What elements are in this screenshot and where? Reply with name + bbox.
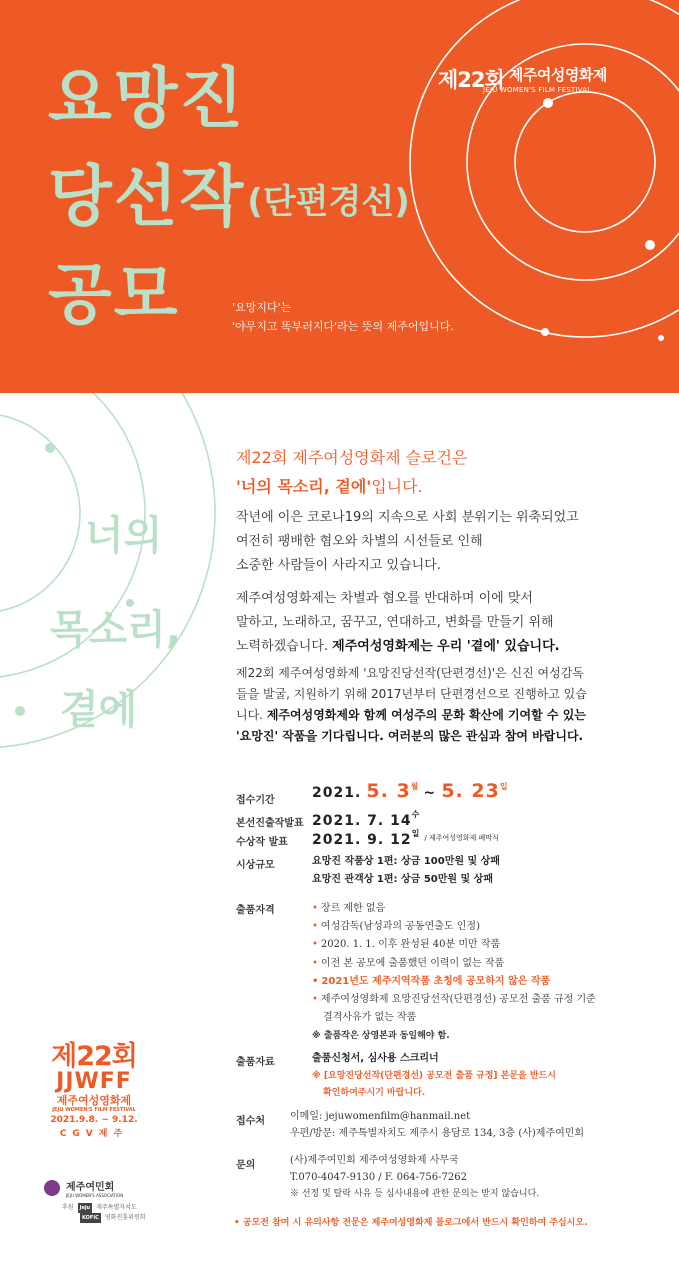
side-slogan-line3: 곁에 xyxy=(60,687,138,733)
orbit-dot xyxy=(543,98,553,108)
finalist-date: 2021. 7. 14 xyxy=(312,813,412,829)
eligibility-list xyxy=(312,900,596,1046)
list-item-text: 결격사유가 없는 작품 xyxy=(323,1012,417,1024)
period-value xyxy=(312,780,508,802)
paragraph-line: 제주여성영화제는 차별과 혐오를 반대하며 이에 맞서 xyxy=(236,591,533,606)
top-banner xyxy=(0,0,679,393)
prize-line: 요망진 작품상 1편: 상금 100만원 및 상패 xyxy=(312,856,500,867)
paragraph-line xyxy=(236,726,587,747)
list-item-text: 2020. 1. 1. 이후 완성된 40분 미만 작품 xyxy=(320,939,501,951)
slogan-rest: 입니다. xyxy=(371,477,423,496)
badge-jjwff: JJWFF xyxy=(56,1069,132,1094)
dialect-note xyxy=(232,298,454,336)
footer-note: • 공모전 참여 시 유의사항 전문은 제주여성영화제 블로그에서 반드시 확인하여 주십시오. xyxy=(234,1218,588,1228)
period-year: 2021. xyxy=(312,785,362,801)
materials-value xyxy=(312,1050,556,1102)
orbit-ring xyxy=(0,413,80,613)
paragraph-text: 니다. xyxy=(236,708,267,722)
page-title-line3: 공모 xyxy=(48,256,180,333)
orbit-dot xyxy=(126,599,134,607)
sponsor-row xyxy=(62,1203,145,1213)
paragraph-bold: 제주여성영화제는 우리 '곁에' 있습니다. xyxy=(332,639,560,654)
dialect-note-line2: '야무지고 똑부러지다'라는 뜻의 제주어입니다. xyxy=(232,320,454,333)
paragraph-line xyxy=(236,635,560,659)
paragraph-line: 작년에 이은 코로나19의 지속으로 사회 분위기는 위축되었고 xyxy=(236,510,579,525)
badge-dates-text: 2021.9.8. ~ 9.12. xyxy=(50,1114,138,1125)
paragraph-line: 소중한 사람들이 사라지고 있습니다. xyxy=(236,558,441,573)
paragraph-line: 말하고, 노래하고, 꿈꾸고, 연대하고, 변화를 만들기 위해 xyxy=(236,615,554,630)
list-item xyxy=(312,973,596,991)
badge-venue: CGV제주 xyxy=(59,1129,129,1140)
badge-name: 제주여성영화제 xyxy=(56,1094,132,1108)
paragraph-bold: 제주여성영화제와 함께 여성주의 문화 확산에 기여할 수 있는 xyxy=(266,708,586,722)
festival-badge xyxy=(44,1043,144,1139)
festival-num: 제22회 xyxy=(438,68,504,92)
list-item xyxy=(312,936,596,954)
festival-logo xyxy=(438,64,607,94)
page-title-line2 xyxy=(48,158,410,235)
period-end-unit: 일 xyxy=(499,782,508,791)
period-start: 5. 3 xyxy=(366,780,411,802)
slogan-block xyxy=(236,443,467,501)
materials-text: 출품신청서, 심사용 스크리너 xyxy=(312,1053,439,1064)
prize-label: 시상규모 xyxy=(236,860,275,871)
prize-line: 요망진 관객상 1편: 상금 50만원 및 상패 xyxy=(312,874,494,885)
prize-value xyxy=(312,853,500,889)
sponsor-jeju-text: 제주특별자치도 xyxy=(96,1204,137,1211)
period-start-unit: 월 xyxy=(410,782,419,791)
festival-name: 제주여성영화제 xyxy=(508,66,607,84)
bullet-icon: • xyxy=(312,939,318,951)
paragraph-1 xyxy=(236,506,579,578)
orbit-dot xyxy=(15,706,25,716)
association-name xyxy=(66,1178,123,1198)
badge-name-en: JEJU WOMEN'S FILM FESTIVAL xyxy=(52,1107,136,1114)
dialect-note-line1: '요망지다'는 xyxy=(232,301,292,314)
bullet-icon: • xyxy=(312,957,318,969)
contact-value xyxy=(290,1152,539,1203)
award-label: 수상작 발표 xyxy=(236,837,288,848)
materials-note: ※ [요망진당선작(단편경선) 공모전 출품 규정] 본문을 반드시 xyxy=(312,1071,556,1081)
eligibility-remark: ※ 출품작은 상영본과 동일해야 함. xyxy=(312,1031,450,1042)
paragraph-bold: '요망진' 작품을 기다립니다. 여러분의 많은 관심과 참여 바랍니다. xyxy=(236,729,584,743)
association-name-kr: 제주여민회 xyxy=(66,1182,115,1193)
bullet-icon: • xyxy=(312,975,319,987)
paragraph-line: 제22회 제주여성영화제 '요망진당선작(단편경선)'은 신진 여성감독 xyxy=(236,666,584,680)
side-slogan-line2: 목소리, xyxy=(50,607,182,653)
paragraph-3 xyxy=(236,663,587,747)
sponsor-kofic-logo: KOFIC xyxy=(82,1215,99,1221)
festival-name-en: JEJU WOMEN'S FILM FESTIVAL xyxy=(483,86,592,94)
association-logo xyxy=(44,1178,123,1198)
paragraph-line xyxy=(236,705,587,726)
association-icon xyxy=(44,1180,60,1196)
list-item xyxy=(312,900,596,918)
period-label: 접수기간 xyxy=(236,795,275,806)
orbit-dot xyxy=(45,443,55,453)
award-day: 일 xyxy=(411,829,420,838)
page-title-line1: 요망진 xyxy=(48,60,246,137)
paragraph-text: 노력하겠습니다. xyxy=(236,639,333,654)
submit-address: 우편/방문: 제주특별자치도 제주시 용담로 134, 3층 (사)제주여민회 xyxy=(290,1128,585,1139)
list-item xyxy=(312,955,596,973)
list-item-text: 장르 제한 없음 xyxy=(320,903,386,914)
page-title-word: 당선작 xyxy=(48,158,246,235)
sponsor-row xyxy=(80,1213,145,1223)
list-item xyxy=(312,918,596,936)
period-tilde: ~ xyxy=(423,785,437,801)
contact-note: ※ 선정 및 탈락 사유 등 심사내용에 관한 문의는 받지 않습니다. xyxy=(290,1189,540,1199)
list-item xyxy=(312,991,596,1009)
award-value xyxy=(312,828,499,848)
contact-office: (사)제주여민회 제주여성영화제 사무국 xyxy=(290,1155,459,1166)
finalist-day: 수 xyxy=(411,810,420,819)
contact-phone: T.070-4047-9130 / F. 064-756-7262 xyxy=(290,1172,467,1183)
list-item-text: 여성감독(남성과의 공동연출도 인정) xyxy=(320,921,480,933)
badge-num: 제22회 xyxy=(51,1041,137,1072)
sponsors xyxy=(62,1203,145,1223)
bullet-icon: • xyxy=(312,903,318,914)
contact-label: 문의 xyxy=(236,1160,256,1171)
list-item xyxy=(312,1009,596,1027)
list-item-text: 제주여성영화제 요망진당선작(단편경선) 공모전 출품 규정 기준 xyxy=(320,994,596,1006)
sponsor-label: 후원 xyxy=(62,1204,74,1211)
finalist-label: 본선진출작발표 xyxy=(236,818,304,829)
award-date: 2021. 9. 12 xyxy=(312,832,412,848)
paragraph-line: 들을 발굴, 지원하기 위해 2017년부터 단편경선으로 진행하고 있습 xyxy=(236,687,587,701)
orbit-dot xyxy=(541,328,549,336)
sponsor-kofic-text: 영화진흥위원회 xyxy=(104,1214,146,1221)
slogan-line2 xyxy=(236,472,467,501)
orbit-dot xyxy=(645,240,655,250)
materials-note: 확인하여주시기 바랍니다. xyxy=(323,1088,426,1098)
orbit-ring xyxy=(515,92,655,232)
submit-value xyxy=(290,1108,584,1142)
submit-label: 접수처 xyxy=(236,1116,265,1127)
period-end: 5. 23 xyxy=(441,780,500,802)
sponsor-jeju-logo: Jeju xyxy=(79,1205,91,1211)
slogan-line1: 제22회 제주여성영화제 슬로건은 xyxy=(236,448,468,467)
badge-dates xyxy=(44,1114,144,1127)
eligibility-label: 출품자격 xyxy=(236,905,275,916)
award-note: / 제주여성영화제 폐막식 xyxy=(424,834,499,842)
materials-label: 출품자료 xyxy=(236,1057,275,1068)
page-title-sub: (단편경선) xyxy=(247,182,410,222)
paragraph-line: 여전히 팽배한 혐오와 차별의 시선들로 인해 xyxy=(236,534,483,549)
bullet-icon: • xyxy=(312,994,318,1006)
submit-email: 이메일: jejuwomenfilm@hanmail.net xyxy=(290,1111,471,1122)
orbit-dot xyxy=(658,335,664,341)
association-name-en: JEJU WOMEN'S ASSOCIATION xyxy=(66,1193,124,1198)
slogan-bold: '너의 목소리, 곁에' xyxy=(236,477,372,496)
finalist-value xyxy=(312,809,419,829)
side-slogan-line1: 너의 xyxy=(85,513,163,559)
bullet-icon: • xyxy=(312,921,318,933)
paragraph-2 xyxy=(236,587,560,659)
list-item-text: 이전 본 공모에 출품했던 이력이 없는 작품 xyxy=(320,957,505,969)
list-item-text: 2021년도 제주지역작품 초청에 공모하지 않은 작품 xyxy=(321,975,551,987)
